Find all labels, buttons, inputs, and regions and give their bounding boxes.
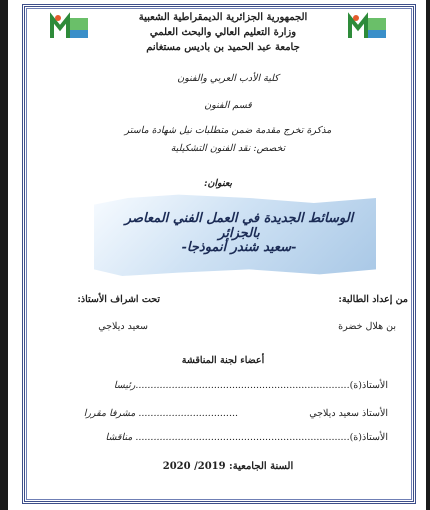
supervisor-label: تحت اشراف الأستاذ:	[77, 294, 160, 305]
committee-member-1-name: الأستاذ(ة).....................................	[237, 380, 388, 391]
thesis-title-line2: -سعيد شندر أنموذجا-	[181, 240, 297, 255]
header-line-university: جامعة عبد الحميد بن باديس مستغانم	[146, 42, 300, 53]
committee-member-2-name: الأستاذ سعيد ديلاجي	[309, 408, 388, 419]
university-logo-left	[48, 12, 92, 42]
thesis-title-line1: الوسائط الجديدة في العمل الفني المعاصر بالجزائر	[124, 211, 354, 241]
header-line-republic: الجمهورية الجزائرية الديمقراطية الشعبية	[138, 12, 308, 23]
thesis-note: مذكرة تخرج مقدمة ضمن متطلبات نيل شهادة ماستر	[124, 125, 332, 136]
committee-member-1-role: ..................................رئيسا	[113, 380, 238, 391]
committee-member-3-role: .................................. مناقشا	[105, 432, 238, 443]
committee-member-3-name: الأستاذ(ة).....................................	[237, 432, 388, 443]
academic-year: السنة الجامعية: 2019/ 2020	[162, 461, 294, 472]
title-label: بعنوان:	[203, 178, 233, 189]
student-label: من إعداد الطالبة:	[338, 294, 408, 305]
committee-heading: أعضاء لجنة المناقشة	[181, 355, 265, 366]
supervisor-name: سعيد ديلاجي	[98, 321, 148, 332]
specialty: تخصص: نقد الفنون التشكيلية	[170, 143, 286, 154]
university-logo-right	[346, 12, 390, 42]
department-name: قسم الفنون	[204, 100, 252, 111]
student-name: بن هلال خضرة	[338, 321, 396, 332]
header-line-ministry: وزارة التعليم العالي والبحث العلمي	[149, 27, 297, 38]
committee-member-2-role: ................................. مشرفا مقررا	[83, 408, 238, 419]
faculty-name: كلية الأدب العربي والفنون	[177, 73, 279, 84]
document-page	[8, 0, 426, 510]
